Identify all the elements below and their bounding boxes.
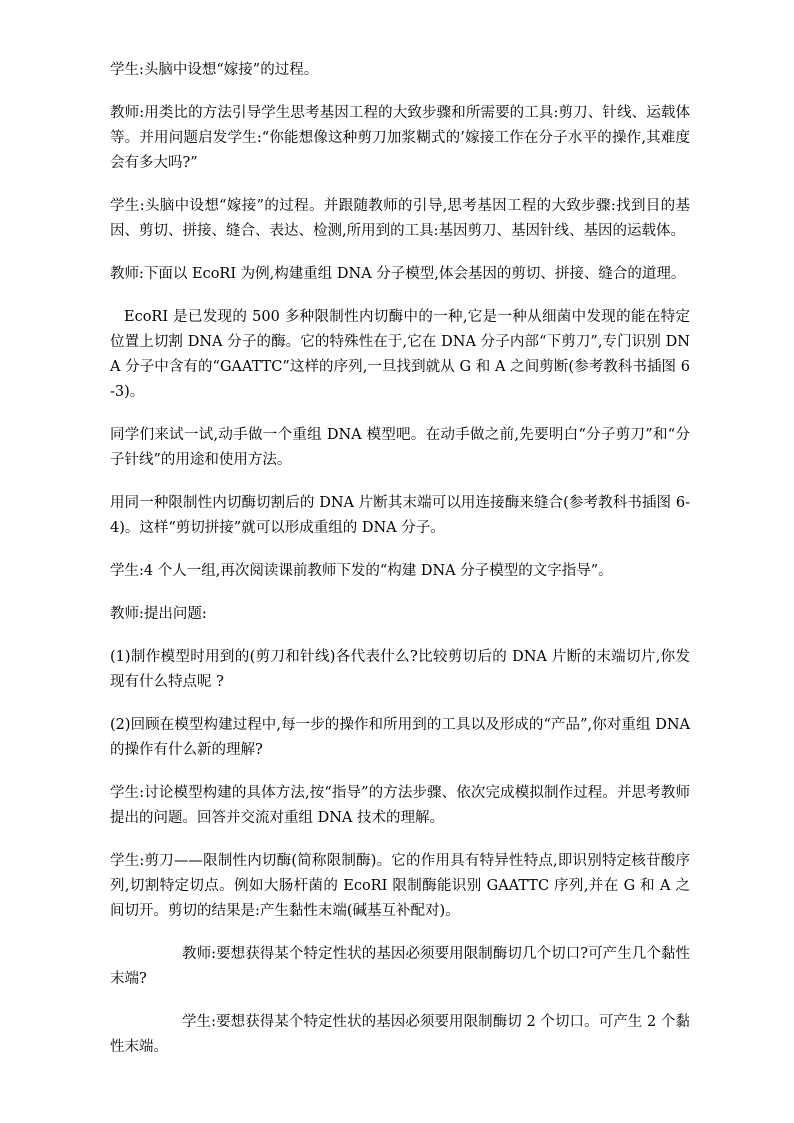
paragraph-student-3: 学生:4 个人一组,再次阅读课前教师下发的“构建 DNA 分子模型的文字指导”。: [110, 563, 613, 579]
paragraph-try-model: 同学们来试一试,动手做一个重组 DNA 模型吧。在动手做之前,先要明白“分子剪刀”和“分子针线”的用途和使用方法。: [110, 427, 690, 468]
document-body: [110, 58, 690, 1078]
paragraph-student-4: 学生:讨论模型构建的具体方法,按“指导”的方法步骤、依次完成模拟制作过程。并思考教师提出的问题。回答并交流对重组 DNA 技术的理解。: [110, 785, 690, 826]
paragraph-question-1: (1)制作模型时用到的(剪刀和针线)各代表什么?比较剪切后的 DNA 片断的末端切片,你发现有什么特点呢 ?: [110, 649, 690, 690]
paragraph-teacher-2: 教师:下面以 EcoRI 为例,构建重组 DNA 分子模型,体会基因的剪切、拼接、缝合的道理。: [110, 266, 686, 282]
paragraph-student-1: 学生:头脑中设想“嫁接”的过程。: [110, 62, 319, 78]
paragraph-ligase: 用同一种限制性内切酶切割后的 DNA 片断其末端可以用连接酶来缝合(参考教科书插图 6-4)。这样“剪切拼接”就可以形成重组的 DNA 分子。: [110, 495, 690, 536]
paragraph-teacher-3: 教师:提出问题:: [110, 606, 207, 622]
paragraph-ecori-description: EcoRI 是已发现的 500 多种限制性内切酶中的一种,它是一种从细菌中发现的能在特定位置上切割 DNA 分子的酶。它的特殊性在于,它在 DNA 分子内部“下剪刀”,专门识别 DNA 分子中含有的“GAATTC”这样的序列,一旦找到就从 G 和 A 之间剪断(参考教科书插图 6-3)。: [110, 309, 690, 400]
paragraph-teacher-1: 教师:用类比的方法引导学生思考基因工程的大致步骤和所需要的工具:剪刀、针线、运载体等。并用问题启发学生:“你能想像这种剪刀加浆糊式的’嫁接工作在分子水平的操作,其难度会有多大吗?”: [110, 105, 690, 171]
paragraph-student-6: 学生:要想获得某个特定性状的基因必须要用限制酶切 2 个切口。可产生 2 个黏性末端。: [110, 1014, 690, 1055]
paragraph-student-5: 学生:剪刀——限制性内切酶(简称限制酶)。它的作用具有特异性特点,即识别特定核苷酸序列,切割特定切点。例如大肠杆菌的 EcoRI 限制酶能识别 GAATTC 序列,并在 G 和 A 之间切开。剪切的结果是:产生黏性末端(碱基互补配对)。: [110, 853, 690, 919]
paragraph-question-2: (2)回顾在模型构建过程中,每一步的操作和所用到的工具以及形成的“产品”,你对重组 DNA 的操作有什么新的理解?: [110, 717, 690, 758]
paragraph-teacher-4: 教师:要想获得某个特定性状的基因必须要用限制酶切几个切口?可产生几个黏性末端?: [110, 946, 690, 987]
paragraph-student-2: 学生:头脑中设想“嫁接”的过程。并跟随教师的引导,思考基因工程的大致步骤:找到目的基因、剪切、拼接、缝合、表达、检测,所用到的工具:基因剪刀、基因针线、基因的运载体。: [110, 198, 690, 239]
